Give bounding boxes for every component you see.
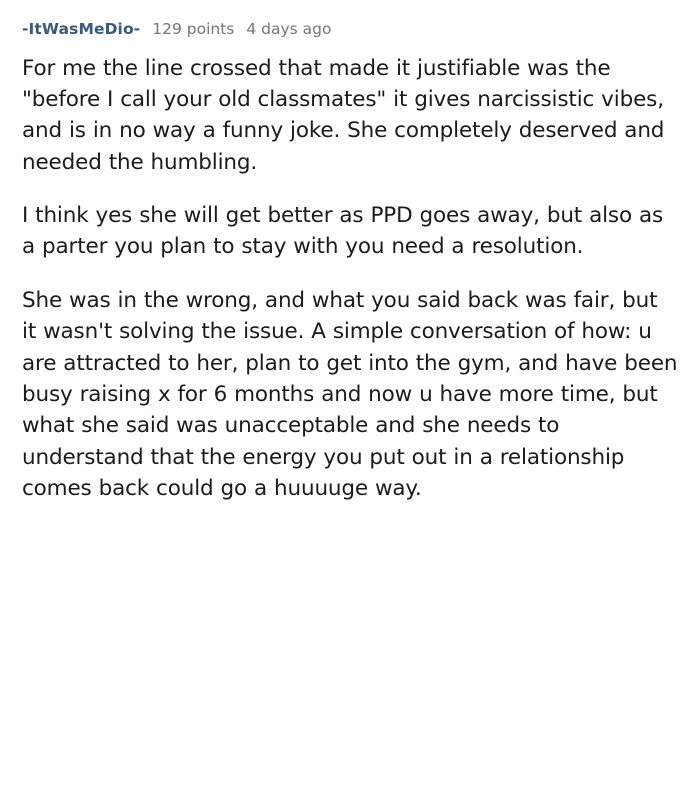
comment-paragraph: For me the line crossed that made it justifiable was the "before I call your old classmates" it gives narcissistic vibes, and is in no way a funny joke. She completely deserved and needed the humbling. (22, 55, 665, 175)
comment-meta (22, 20, 678, 39)
comment-author[interactable]: -ItWasMeDio- (22, 20, 141, 38)
comment-timestamp: 4 days ago (246, 20, 332, 38)
comment-paragraph: I think yes she will get better as PPD goes away, but also as a parter you plan to stay with you need a resolution. (22, 203, 664, 260)
comment-paragraph: She was in the wrong, and what you said back was fair, but it wasn't solving the issue. A simple conversation of how: u are attracted to her, plan to get into the gym, and have been busy raising x for 6 months and now u have more time, but what she said was unacceptable and she needs to understand that the energy you put out in a relationship comes back could go a huuuuge way. (22, 287, 678, 502)
comment-points: 129 points (152, 20, 235, 38)
comment-body (22, 53, 678, 505)
